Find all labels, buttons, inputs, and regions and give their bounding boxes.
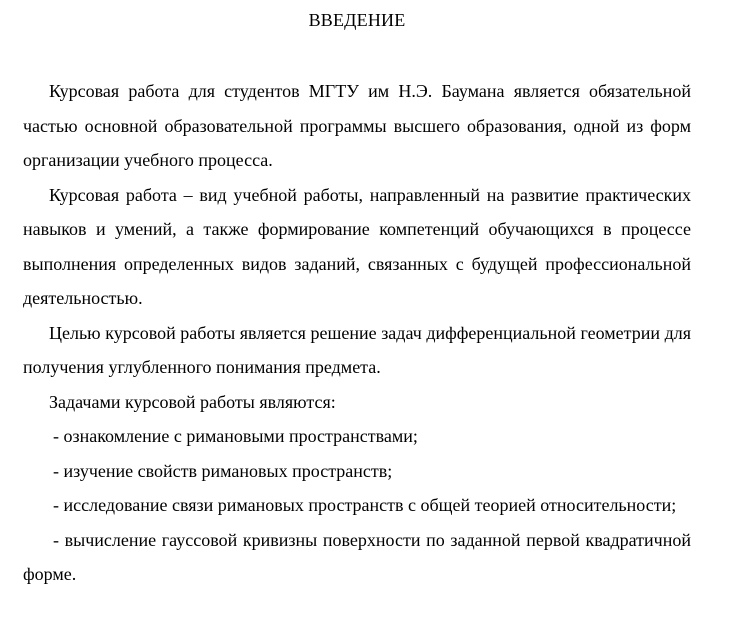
paragraph-definition: Курсовая работа – вид учебной работы, направленный на развитие практических навыков и умений, а также формирование компетенций обучающихся в процессе выполнения определенных видов заданий, связанных с будущей профессиональной деятельностью. bbox=[23, 184, 691, 308]
list-item-task-1: - ознакомление с римановыми пространствами; bbox=[53, 426, 418, 446]
section-title: ВВЕДЕНИЕ bbox=[308, 10, 406, 30]
list-item-task-4: - вычисление гауссовой кривизны поверхности по заданной первой квадратичной форме. bbox=[23, 529, 691, 584]
paragraph-intro: Курсовая работа для студентов МГТУ им Н.Э. Баумана является обязательной частью основной образовательной программы высшего образования, одной из форм организации учебного процесса. bbox=[23, 81, 691, 170]
paragraph-tasks-heading: Задачами курсовой работы являются: bbox=[49, 391, 336, 412]
list-item-task-3: - исследование связи римановых пространств с общей теорией относительности; bbox=[53, 495, 677, 515]
list-item-task-2: - изучение свойств римановых пространств; bbox=[53, 460, 393, 481]
document-body bbox=[23, 74, 691, 592]
paragraph-goal: Целью курсовой работы является решение задач дифференциальной геометрии для получения углубленного понимания предмета. bbox=[23, 322, 691, 377]
